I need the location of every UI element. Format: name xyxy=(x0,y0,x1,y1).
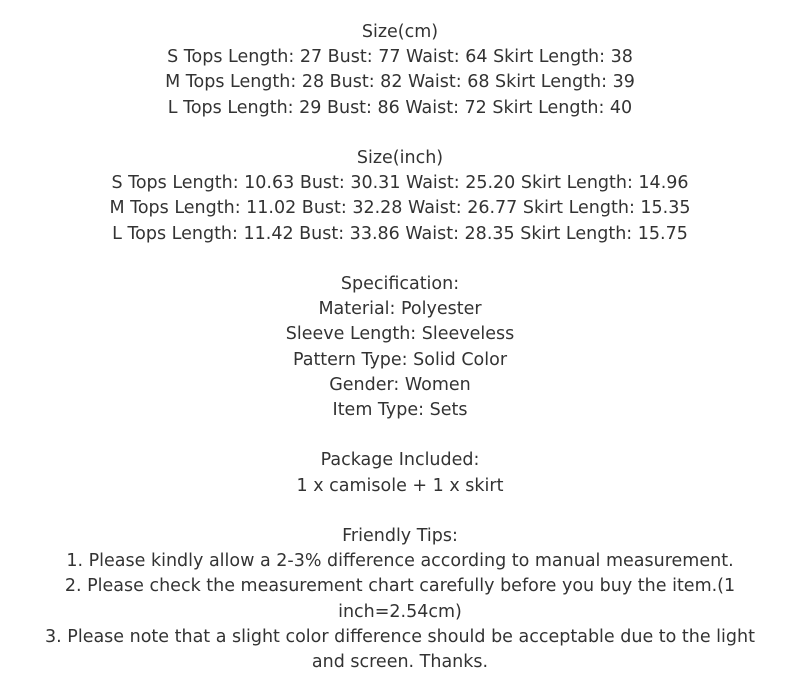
tip-item-1: 1. Please kindly allow a 2-3% difference according to manual measurement. xyxy=(66,551,734,572)
tip-item-2: 2. Please check the measurement chart carefully before you buy the item.(1 inch=2.54cm) xyxy=(64,576,736,622)
size-cm-row-l: L Tops Length: 29 Bust: 86 Waist: 72 Skirt Length: 40 xyxy=(167,97,633,118)
tips-heading: Friendly Tips: xyxy=(342,526,458,546)
spec-sleeve-length: Sleeve Length: Sleeveless xyxy=(285,324,515,345)
size-cm-heading: Size(cm) xyxy=(361,22,439,42)
spec-gender: Gender: Women xyxy=(329,374,471,395)
size-inch-heading: Size(inch) xyxy=(356,148,444,168)
size-inch-section xyxy=(28,146,772,247)
size-inch-row-m: M Tops Length: 11.02 Bust: 32.28 Waist: 26.77 Skirt Length: 15.35 xyxy=(109,198,691,219)
package-heading: Package Included: xyxy=(320,450,480,471)
spec-material: Material: Polyester xyxy=(318,299,482,320)
tips-section xyxy=(28,524,772,675)
size-cm-section xyxy=(28,20,772,121)
tip-item-3: 3. Please note that a slight color difference should be acceptable due to the light and screen. Thanks. xyxy=(45,626,755,673)
specification-section xyxy=(28,272,772,423)
package-content: 1 x camisole + 1 x skirt xyxy=(296,475,504,496)
specification-heading: Specification: xyxy=(340,274,460,294)
spec-pattern-type: Pattern Type: Solid Color xyxy=(292,349,508,370)
size-cm-row-m: M Tops Length: 28 Bust: 82 Waist: 68 Skirt Length: 39 xyxy=(165,72,635,93)
spec-item-type: Item Type: Sets xyxy=(332,400,468,421)
package-section xyxy=(28,448,772,498)
size-cm-row-s: S Tops Length: 27 Bust: 77 Waist: 64 Skirt Length: 38 xyxy=(167,47,633,68)
size-inch-row-s: S Tops Length: 10.63 Bust: 30.31 Waist: 25.20 Skirt Length: 14.96 xyxy=(111,173,689,194)
size-inch-row-l: L Tops Length: 11.42 Bust: 33.86 Waist: 28.35 Skirt Length: 15.75 xyxy=(112,223,688,244)
